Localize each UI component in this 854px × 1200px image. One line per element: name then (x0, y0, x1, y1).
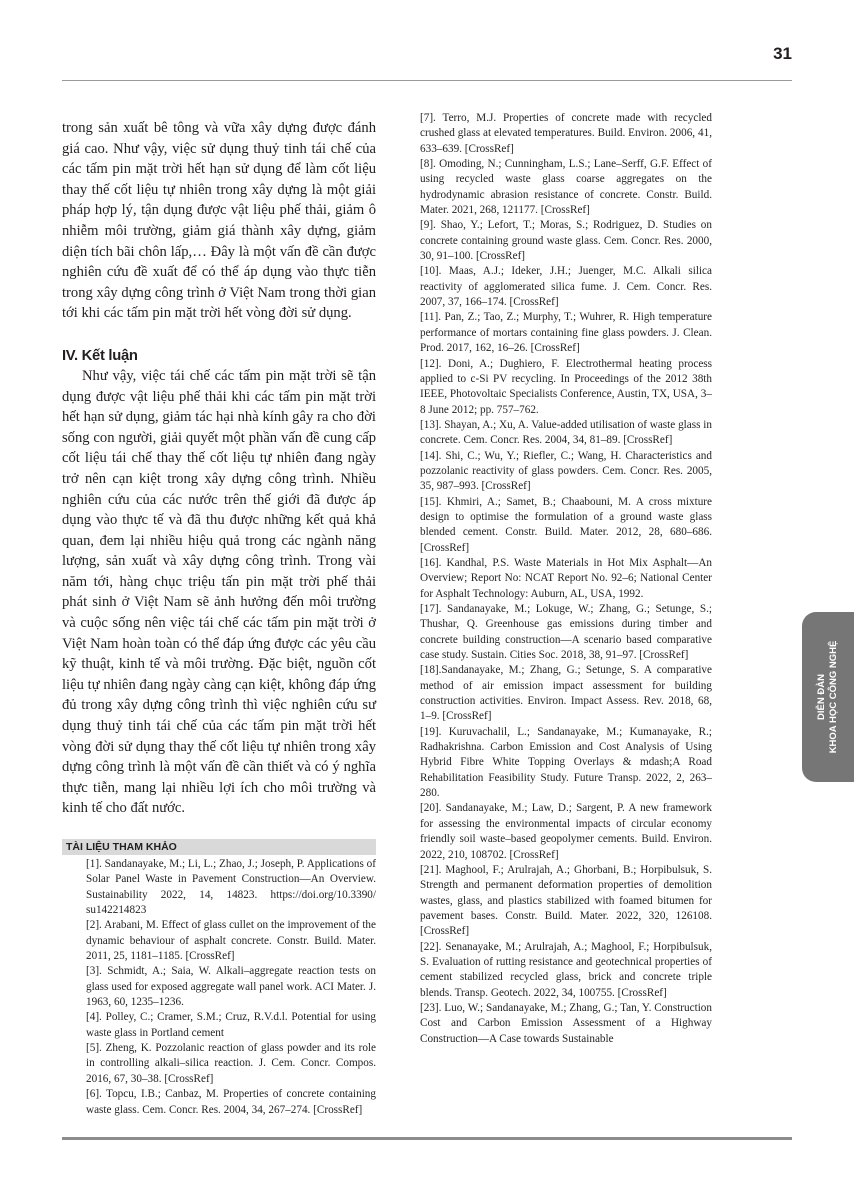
reference-item: [2]. Arabani, M. Effect of glass cullet on the improvement of the dynamic behaviour of asphalt concrete. Constr. Build. Mater. 2011, 25, 1181–1185. [CrossRef] (86, 919, 376, 963)
intro-paragraph: trong sản xuất bê tông và vữa xây dựng được đánh giá cao. Như vậy, việc sử dụng thuỷ tinh tái chế của các tấm pin mặt trời hết hạn sử dụng để làm cốt liệu thay thế cốt liệu tự nhiên trong xây dựng là một giải pháp hợp lý, tận dụng được vật liệu phế thải, giảm ô nhiễm môi trường, giảm giá thành xây dựng, giảm diện tích bãi chôn lấp,… Đây là một vấn đề cần được nghiên cứu đề xuất để có thể áp dụng vào thực tiễn trong xây dựng công trình ở Việt Nam trong thời gian tới khi các tấm pin mặt trời hết vòng đời sử dụng. (62, 120, 376, 322)
reference-item: [10]. Maas, A.J.; Ideker, J.H.; Juenger, M.C. Alkali silica reactivity of agglomerated silica fume. J. Cem. Concr. Res. 2007, 37, 166–174. [CrossRef] (420, 265, 712, 309)
side-tab-line1: DIỄN ĐÀN (816, 674, 827, 720)
section-side-tab (802, 612, 854, 782)
reference-item: [12]. Doni, A.; Dughiero, F. Electrothermal heating process applied to c-Si PV recycling. In Proceedings of the 2012 38th IEEE, Photovoltaic Specialists Conference, Austin, TX, USA, 3–8 June 2012; pp. 757–762. (420, 357, 712, 416)
side-tab-line2: KHOA HỌC CÔNG NGHỆ (828, 640, 839, 754)
reference-item: [17]. Sandanayake, M.; Lokuge, W.; Zhang, G.; Setunge, S.; Thushar, Q. Greenhouse gas emissions during timber and concrete building construction—A scenario based comparative case study. Sustain. Cities Soc. 2018, 38, 91–97. [CrossRef] (420, 603, 712, 662)
reference-item: [11]. Pan, Z.; Tao, Z.; Murphy, T.; Wuhrer, R. High temperature performance of mortars containing fine glass powders. J. Clean. Prod. 2017, 162, 16–26. [CrossRef] (420, 311, 712, 355)
reference-item: [8]. Omoding, N.; Cunningham, L.S.; Lane–Serff, G.F. Effect of using recycled waste glass coarse aggregates on the hydrodynamic abrasion resistance of concrete. Constr. Build. Mater. 2021, 268, 121177. [CrossRef] (420, 158, 712, 217)
reference-item: [20]. Sandanayake, M.; Law, D.; Sargent, P. A new framework for assessing the environmental impacts of circular economy friendly soil waste–based geopolymer cements. Build. Environ. 2022, 210, 108702. [CrossRef] (420, 802, 712, 861)
reference-item: [9]. Shao, Y.; Lefort, T.; Moras, S.; Rodriguez, D. Studies on concrete containing ground waste glass. Cem. Concr. Res. 2000, 30, 91–100. [CrossRef] (420, 219, 712, 263)
header-rule (62, 80, 792, 81)
side-tab-label (816, 641, 840, 754)
reference-item: [21]. Maghool, F.; Arulrajah, A.; Ghorbani, B.; Horpibulsuk, S. Strength and permanent deformation properties of demolition wastes, glass, and plastics stabilized with foamed bitumen for pavement bases. Constr. Build. Mater. 2022, 320, 126108. [CrossRef] (420, 863, 712, 938)
references-heading: TÀI LIỆU THAM KHẢO (62, 839, 376, 855)
reference-item: [23]. Luo, W.; Sandanayake, M.; Zhang, G.; Tan, Y. Construction Cost and Carbon Emission Assessment of a Highway Construction—A Case towards Sustainable (420, 1001, 712, 1045)
reference-item: [19]. Kuruvachalil, L.; Sandanayake, M.; Kumanayake, R.; Radhakrishna. Carbon Emission and Cost Analysis of Using Hybrid Fibre White Topping Overlays & mdash;A Road Rehabilitation Feasibility Study. Future Transp. 2022, 2, 263–280. (420, 725, 712, 800)
reference-item: [22]. Senanayake, M.; Arulrajah, A.; Maghool, F.; Horpibulsuk, S. Evaluation of rutting resistance and geotechnical properties of cement stabilized recycled glass, brick and concrete triple blends. Transp. Geotech. 2022, 34, 100755. [CrossRef] (420, 940, 712, 999)
reference-item: [7]. Terro, M.J. Properties of concrete made with recycled crushed glass at elevated temperatures. Build. Environ. 2006, 41, 633–639. [CrossRef] (420, 112, 712, 155)
page-number: 31 (773, 44, 792, 63)
reference-item: [13]. Shayan, A.; Xu, A. Value-added utilisation of waste glass in concrete. Cem. Concr. Res. 2004, 34, 81–89. [CrossRef] (420, 418, 712, 447)
reference-item: [16]. Kandhal, P.S. Waste Materials in Hot Mix Asphalt—An Overview; Report No: NCAT Report No. 92–6; National Center for Asphalt Technology: Auburn, AL, USA, 1992. (420, 556, 712, 600)
reference-item: [15]. Khmiri, A.; Samet, B.; Chaabouni, M. A cross mixture design to optimise the formulation of a ground waste glass blended cement. Constr. Build. Mater. 2012, 28, 680–686. [CrossRef] (420, 495, 712, 554)
section-heading: IV. Kết luận (62, 347, 138, 364)
reference-item: [14]. Shi, C.; Wu, Y.; Riefler, C.; Wang, H. Characteristics and pozzolanic reactivity of glass powders. Cem. Concr. Res. 2005, 35, 987–993. [CrossRef] (420, 449, 712, 493)
reference-item: [1]. Sandanayake, M.; Li, L.; Zhao, J.; Joseph, P. Applications of Solar Panel Waste in Pavement Construction—An Overview. Sustainability 2022, 14, 14823. https://doi.org/10.3390/ su142214823 (86, 858, 376, 917)
right-column (420, 111, 712, 1047)
reference-item: [3]. Schmidt, A.; Saia, W. Alkali–aggregate reaction tests on glass used for exposed aggregate wall panel work. ACI Mater. J. 1963, 60, 1235–1236. (86, 965, 376, 1009)
left-column (62, 118, 376, 1118)
footer-rule (62, 1137, 792, 1140)
reference-item: [5]. Zheng, K. Pozzolanic reaction of glass powder and its role in controlling alkali–silica reaction. J. Cem. Concr. Compos. 2016, 67, 30–38. [CrossRef] (86, 1042, 376, 1085)
reference-item: [6]. Topcu, I.B.; Canbaz, M. Properties of concrete containing waste glass. Cem. Concr. Res. 2004, 34, 267–274. [CrossRef] (86, 1088, 376, 1116)
reference-item: [4]. Polley, C.; Cramer, S.M.; Cruz, R.V.d.l. Potential for using waste glass in Portland cement (86, 1011, 376, 1039)
conclusion-paragraph: Như vậy, việc tái chế các tấm pin mặt trời sẽ tận dụng được vật liệu phế thải khi các tấm pin mặt trời hết hạn sử dụng, giảm tác hại nhà kính gây ra cho đời sống con người, giải quyết một phần vấn đề cung cấp cốt liệu tái chế thay thế cốt liệu tự nhiên đang ngày trở nên cạn kiệt trong xây dựng công trình. Nhiều nghiên cứu của các nước trên thế giới đã được áp dụng vào thực tế và đã thu được những kết quả khả quan, đem lại nhiều hiệu quả trong các ngành năng lượng, sản xuất và xây dựng công trình. Trong vài năm tới, hàng chục triệu tấn pin mặt trời phế thải phát sinh ở Việt Nam sẽ ảnh hưởng đến môi trường và cuộc sống nên việc tái chế các tấm pin mặt trời ở Việt Nam hoàn toàn có thể đáp ứng được các yêu cầu kỹ thuật, kinh tế và môi trường. Đặc biệt, nguồn cốt liệu tự nhiên đang ngày càng cạn kiệt, không đáp ứng đủ trong xây dựng công trình thì việc nghiên cứu sư dụng thuỷ tinh tái chế của các tấm pin mặt trời hết vòng đời sử dụng thay thế cốt liệu tự nhiên trong xây dựng công trình là một vấn đề cần thiết và có ý nghĩa thực tiễn, mang lại nhiều lợi ích cho môi trường và kinh tế cho đất nước. (62, 367, 376, 817)
reference-item: [18].Sandanayake, M.; Zhang, G.; Setunge, S. A comparative method of air emission impact assessment for building construction activities. Environ. Impact Assess. Rev. 2018, 68, 1–9. [CrossRef] (420, 664, 712, 723)
references-list-left (62, 857, 376, 1118)
